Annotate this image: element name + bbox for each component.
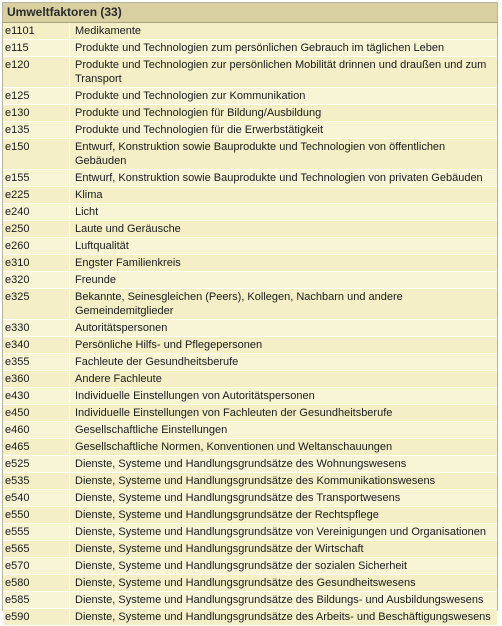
table-row xyxy=(3,575,497,592)
row-label: Produkte und Technologien für die Erwerbstätigkeit xyxy=(75,124,324,136)
table-row xyxy=(3,524,497,541)
table-row xyxy=(3,371,497,388)
row-label: Laute und Geräusche xyxy=(75,223,181,235)
row-label: Bekannte, Seinesgleichen (Peers), Kollegen, Nachbarn und andere Gemeindemitglieder xyxy=(75,291,403,317)
row-code: e130 xyxy=(3,105,70,121)
row-label: Dienste, Systeme und Handlungsgrundsätze des Gesundheitswesens xyxy=(75,577,416,589)
row-code: e460 xyxy=(3,422,70,438)
row-label: Dienste, Systeme und Handlungsgrundsätze von Vereinigungen und Organisationen xyxy=(75,526,486,538)
row-code: e325 xyxy=(3,289,70,319)
table-row xyxy=(3,541,497,558)
table-row xyxy=(3,221,497,238)
row-label: Individuelle Einstellungen von Autoritätspersonen xyxy=(75,390,315,402)
row-code: e465 xyxy=(3,439,70,455)
row-label: Dienste, Systeme und Handlungsgrundsätze des Wohnungswesens xyxy=(75,458,407,470)
row-label: Individuelle Einstellungen von Fachleuten der Gesundheitsberufe xyxy=(75,407,393,419)
row-code: e590 xyxy=(3,609,70,625)
table-row xyxy=(3,490,497,507)
row-code: e585 xyxy=(3,592,70,608)
row-code: e250 xyxy=(3,221,70,237)
table-row xyxy=(3,238,497,255)
row-label: Fachleute der Gesundheitsberufe xyxy=(75,356,239,368)
row-label: Andere Fachleute xyxy=(75,373,162,385)
row-code: e450 xyxy=(3,405,70,421)
row-label: Luftqualität xyxy=(75,240,129,252)
row-label: Licht xyxy=(75,206,99,218)
table-row xyxy=(3,255,497,272)
table-row xyxy=(3,122,497,139)
table-row xyxy=(3,105,497,122)
table-row xyxy=(3,23,497,40)
table-row xyxy=(3,354,497,371)
row-code: e330 xyxy=(3,320,70,336)
table-title: Umweltfaktoren (33) xyxy=(3,3,497,23)
row-label: Persönliche Hilfs- und Pflegepersonen xyxy=(75,339,263,351)
row-label: Produkte und Technologien zum persönlichen Gebrauch im täglichen Leben xyxy=(75,42,445,54)
table-row xyxy=(3,439,497,456)
table-row xyxy=(3,388,497,405)
row-label: Produkte und Technologien für Bildung/Ausbildung xyxy=(75,107,322,119)
row-label: Freunde xyxy=(75,274,116,286)
table-row xyxy=(3,592,497,609)
row-code: e225 xyxy=(3,187,70,203)
row-code: e125 xyxy=(3,88,70,104)
row-label: Klima xyxy=(75,189,103,201)
table-row xyxy=(3,40,497,57)
table-row xyxy=(3,289,497,320)
environmental-factors-table xyxy=(2,2,498,623)
table-row xyxy=(3,170,497,187)
row-code: e355 xyxy=(3,354,70,370)
row-label: Dienste, Systeme und Handlungsgrundsätze des Transportwesens xyxy=(75,492,401,504)
table-row xyxy=(3,187,497,204)
row-label: Gesellschaftliche Normen, Konventionen und Weltanschauungen xyxy=(75,441,393,453)
table-row xyxy=(3,88,497,105)
table-row xyxy=(3,422,497,439)
row-code: e135 xyxy=(3,122,70,138)
table-row xyxy=(3,456,497,473)
table-row xyxy=(3,507,497,524)
row-code: e570 xyxy=(3,558,70,574)
row-code: e565 xyxy=(3,541,70,557)
row-label: Engster Familienkreis xyxy=(75,257,181,269)
row-code: e240 xyxy=(3,204,70,220)
row-code: e120 xyxy=(3,57,70,87)
row-code: e150 xyxy=(3,139,70,169)
row-label: Dienste, Systeme und Handlungsgrundsätze der sozialen Sicherheit xyxy=(75,560,408,572)
table-row xyxy=(3,337,497,354)
table-row xyxy=(3,473,497,490)
row-label: Dienste, Systeme und Handlungsgrundsätze des Kommunikationswesens xyxy=(75,475,436,487)
row-label: Entwurf, Konstruktion sowie Bauprodukte und Technologien von öffentlichen Gebäuden xyxy=(75,141,446,167)
table-row xyxy=(3,204,497,221)
row-code: e550 xyxy=(3,507,70,523)
row-code: e340 xyxy=(3,337,70,353)
table-row xyxy=(3,405,497,422)
row-code: e320 xyxy=(3,272,70,288)
row-label: Dienste, Systeme und Handlungsgrundsätze der Rechtspflege xyxy=(75,509,379,521)
row-label: Medikamente xyxy=(75,25,142,37)
row-code: e260 xyxy=(3,238,70,254)
row-label: Dienste, Systeme und Handlungsgrundsätze der Wirtschaft xyxy=(75,543,364,555)
row-code: e540 xyxy=(3,490,70,506)
row-code: e555 xyxy=(3,524,70,540)
table-row xyxy=(3,139,497,170)
table-row xyxy=(3,57,497,88)
table-row xyxy=(3,558,497,575)
row-label: Produkte und Technologien zur persönlichen Mobilität drinnen und draußen und zum Transport xyxy=(75,59,487,85)
table-row xyxy=(3,272,497,289)
row-label: Dienste, Systeme und Handlungsgrundsätze des Bildungs- und Ausbildungswesens xyxy=(75,594,484,606)
row-label: Autoritätspersonen xyxy=(75,322,168,334)
table-row xyxy=(3,609,497,626)
row-label: Dienste, Systeme und Handlungsgrundsätze des Arbeits- und Beschäftigungswesens xyxy=(75,611,491,623)
row-code: e310 xyxy=(3,255,70,271)
table-row xyxy=(3,320,497,337)
row-code: e155 xyxy=(3,170,70,186)
row-code: e1101 xyxy=(3,23,70,39)
row-code: e580 xyxy=(3,575,70,591)
row-code: e430 xyxy=(3,388,70,404)
row-code: e525 xyxy=(3,456,70,472)
row-label: Gesellschaftliche Einstellungen xyxy=(75,424,228,436)
row-label: Entwurf, Konstruktion sowie Bauprodukte und Technologien von privaten Gebäuden xyxy=(75,172,483,184)
row-code: e360 xyxy=(3,371,70,387)
row-label: Produkte und Technologien zur Kommunikation xyxy=(75,90,306,102)
row-code: e115 xyxy=(3,40,70,56)
row-code: e535 xyxy=(3,473,70,489)
table-body xyxy=(3,23,497,626)
